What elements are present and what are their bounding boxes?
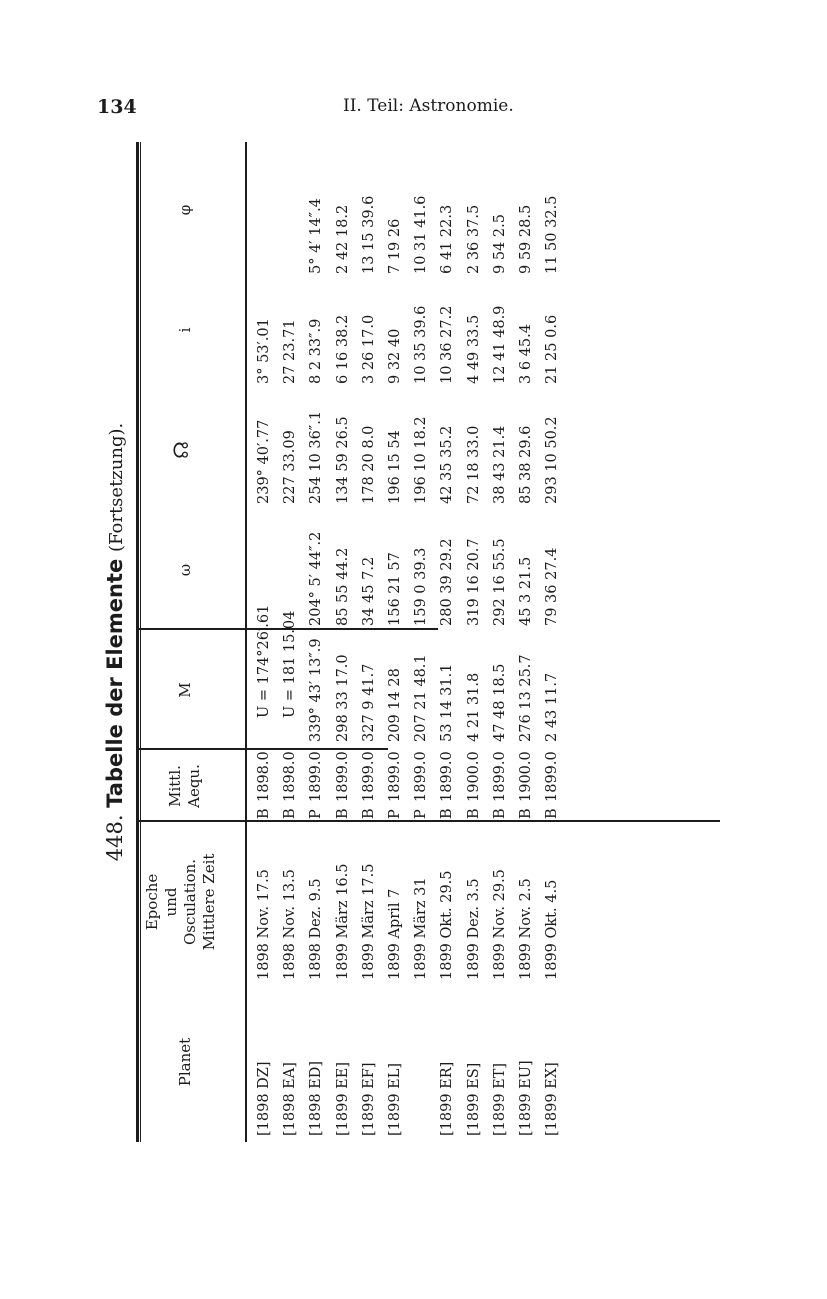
table-top-rule-thin: [140, 142, 141, 1142]
cell-planet: [1899 ES]: [465, 1062, 482, 1136]
table-top-rule: [136, 142, 139, 1142]
cell-i: 4 49 33.5: [465, 314, 482, 384]
cell-node: 85 38 29.6: [518, 425, 534, 504]
cell-epoche: 1899 März 31: [413, 877, 430, 980]
page-number: 134: [97, 96, 137, 118]
cell-epoche: 1899 Dez. 3.5: [465, 878, 482, 980]
cell-node: 196 15 54: [387, 430, 403, 504]
header-M: M: [176, 682, 194, 698]
cell-node: 239° 40′.77: [256, 419, 272, 504]
cell-omega: 45 3 21.5: [518, 556, 534, 626]
cell-M: 339° 43′ 13″.9: [308, 638, 325, 742]
cell-epoche: 1898 Dez. 9.5: [308, 878, 325, 980]
cell-phi: 2 42 18.2: [334, 204, 351, 274]
cell-aequ: 1899.0: [360, 751, 377, 802]
cell-i: 3 26 17.0: [360, 314, 377, 384]
elements-table: [100, 142, 720, 1142]
header-rule-right: [245, 142, 247, 822]
cell-planet: [1899 EU]: [518, 1060, 534, 1136]
cell-aequ: 1899.0: [387, 751, 403, 802]
cell-aequ: 1899.0: [491, 751, 508, 802]
cell-bp: B: [282, 808, 299, 819]
cell-omega: 292 16 55.5: [491, 538, 508, 626]
cell-bp: P: [413, 809, 430, 819]
cell-M: U = 181 15.04: [282, 610, 299, 718]
cell-epoche: 1898 Nov. 17.5: [256, 869, 272, 980]
header-omega: ω: [176, 563, 194, 577]
cell-omega: 159 0 39.3: [413, 547, 430, 626]
cell-epoche: 1899 März 16.5: [334, 863, 351, 980]
cell-M: 53 14 31.1: [439, 663, 456, 742]
cell-i: 9 32 40: [387, 328, 403, 384]
cell-node: 38 43 21.4: [491, 425, 508, 504]
header-epoche-1: Epoche: [143, 873, 161, 931]
cell-node: 134 59 26.5: [334, 416, 351, 504]
header-planet: Planet: [176, 1037, 194, 1087]
cell-planet: [1898 EA]: [282, 1062, 299, 1136]
cell-phi: 13 15 39.6: [360, 195, 377, 274]
cell-M: 209 14 28: [387, 668, 403, 742]
cell-planet: [1899 EL]: [387, 1062, 403, 1136]
cell-planet: [1899 ER]: [439, 1061, 456, 1136]
cell-M: 207 21 48.1: [413, 654, 430, 742]
cell-aequ: 1900.0: [465, 751, 482, 802]
cell-phi: 5° 4′ 14″.4: [308, 198, 325, 274]
cell-bp: B: [518, 808, 534, 819]
cell-i: 21 25 0.6: [544, 314, 561, 384]
header-rule-left: [245, 822, 247, 1142]
cell-epoche: 1899 Okt. 29.5: [439, 870, 456, 980]
header-node: ☊: [169, 441, 193, 459]
table-title-paren: (Fortsetzung).: [106, 422, 127, 553]
cell-planet: [1898 ED]: [308, 1060, 325, 1136]
cell-omega: 79 36 27.4: [544, 547, 561, 626]
cell-bp: B: [360, 808, 377, 819]
cell-node: 72 18 33.0: [465, 425, 482, 504]
cell-node: 254 10 36″.1: [308, 410, 325, 504]
cell-bp: B: [491, 808, 508, 819]
cell-omega: 85 55 44.2: [334, 547, 351, 626]
cell-phi: 9 54 2.5: [491, 214, 508, 274]
cell-omega: 156 21 57: [387, 552, 403, 626]
cell-bp: B: [439, 808, 456, 819]
col-rule-epoche: [138, 820, 720, 822]
cell-bp: P: [308, 809, 325, 819]
cell-planet: [1899 EF]: [360, 1062, 377, 1136]
cell-M: U = 174°26′.61: [256, 604, 272, 718]
header-i: i: [176, 327, 194, 333]
cell-phi: 6 41 22.3: [439, 204, 456, 274]
header-mittl-1: Mittl.: [166, 765, 184, 807]
cell-i: 10 36 27.2: [439, 305, 456, 384]
cell-aequ: 1900.0: [518, 751, 534, 802]
header-epoche-3: Osculation.: [181, 858, 199, 946]
cell-aequ: 1899.0: [439, 751, 456, 802]
cell-node: 293 10 50.2: [544, 416, 561, 504]
cell-M: 4 21 31.8: [465, 672, 482, 742]
cell-epoche: 1899 April 7: [387, 888, 403, 980]
cell-phi: 2 36 37.5: [465, 204, 482, 274]
cell-phi: 11 50 32.5: [544, 195, 561, 274]
cell-aequ: 1899.0: [413, 751, 430, 802]
cell-node: 196 10 18.2: [413, 416, 430, 504]
cell-epoche: 1899 Nov. 2.5: [518, 878, 534, 980]
cell-M: 298 33 17.0: [334, 654, 351, 742]
cell-epoche: 1898 Nov. 13.5: [282, 869, 299, 980]
header-mittl: [166, 750, 204, 822]
cell-bp: B: [256, 808, 272, 819]
table-title-main: Tabelle der Elemente: [103, 558, 127, 808]
table-title: [100, 142, 132, 1142]
header-epoche: [143, 827, 219, 977]
cell-M: 2 43 11.7: [544, 672, 561, 742]
cell-omega: 280 39 29.2: [439, 538, 456, 626]
cell-omega: 34 45 7.2: [360, 556, 377, 626]
cell-i: 8 2 33″.9: [308, 318, 325, 384]
cell-planet: [1899 ET]: [491, 1062, 508, 1136]
cell-bp: B: [334, 808, 351, 819]
cell-bp: P: [387, 809, 403, 819]
cell-planet: [1899 EX]: [544, 1062, 561, 1136]
cell-i: 3 6 45.4: [518, 324, 534, 384]
cell-bp: B: [544, 808, 561, 819]
cell-i: 12 41 48.9: [491, 305, 508, 384]
cell-epoche: 1899 Nov. 29.5: [491, 869, 508, 980]
cell-aequ: 1898.0: [256, 751, 272, 802]
cell-aequ: 1899.0: [334, 751, 351, 802]
cell-M: 276 13 25.7: [518, 654, 534, 742]
cell-aequ: 1899.0: [544, 751, 561, 802]
cell-planet: [1898 DZ]: [256, 1061, 272, 1136]
cell-node: 42 35 35.2: [439, 425, 456, 504]
cell-omega: 319 16 20.7: [465, 538, 482, 626]
cell-node: 178 20 8.0: [360, 425, 377, 504]
cell-aequ: 1898.0: [282, 751, 299, 802]
header-epoche-2: und: [162, 887, 180, 917]
cell-M: 327 9 41.7: [360, 663, 377, 742]
table-title-number: 448.: [103, 814, 127, 862]
cell-aequ: 1899.0: [308, 751, 325, 802]
header-epoche-4: Mittlere Zeit: [200, 853, 218, 951]
cell-i: 6 16 38.2: [334, 314, 351, 384]
cell-M: 47 48 18.5: [491, 663, 508, 742]
cell-i: 10 35 39.6: [413, 305, 430, 384]
cell-i: 3° 53′.01: [256, 318, 272, 384]
header-mittl-2: Aequ.: [185, 764, 203, 808]
cell-epoche: 1899 März 17.5: [360, 863, 377, 980]
cell-bp: B: [465, 808, 482, 819]
cell-phi: 10 31 41.6: [413, 195, 430, 274]
running-header: II. Teil: Astronomie.: [343, 96, 514, 116]
cell-planet: [1899 EE]: [334, 1062, 351, 1136]
cell-omega: 204° 5′ 44″.2: [308, 531, 325, 626]
cell-epoche: 1899 Okt. 4.5: [544, 879, 561, 980]
cell-i: 27 23.71: [282, 319, 299, 384]
cell-node: 227 33.09: [282, 430, 299, 504]
cell-phi: 7 19 26: [387, 218, 403, 274]
header-phi: φ: [176, 204, 194, 216]
cell-phi: 9 59 28.5: [518, 204, 534, 274]
